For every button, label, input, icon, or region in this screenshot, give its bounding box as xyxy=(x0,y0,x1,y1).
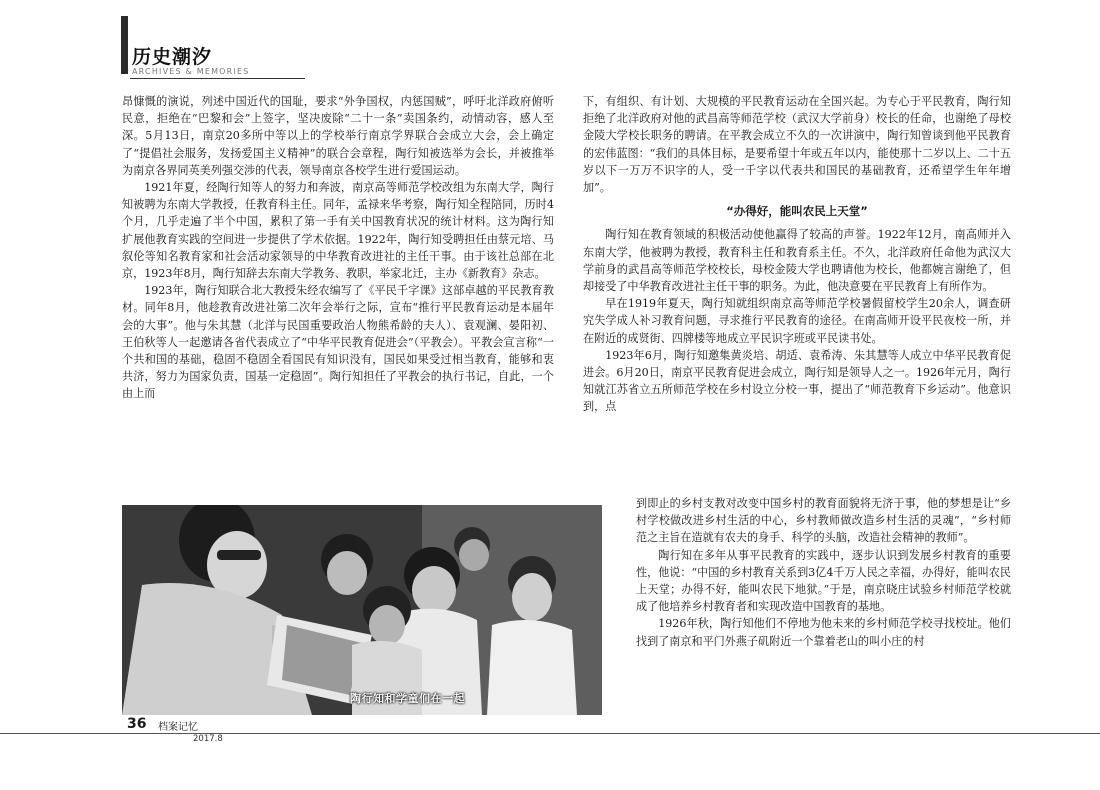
article-right-column-lower xyxy=(636,495,1011,650)
header-divider xyxy=(130,78,305,79)
section-subtitle: ARCHIVES & MEMORIES xyxy=(132,67,250,76)
paragraph: 1921年夏，经陶行知等人的努力和奔波，南京高等师范学校改组为东南大学，陶行知被聘为东南大学教授，任教育科主任。同年，孟禄来华考察，陶行知全程陪同，历时4个月，几乎走遍了半个中国，累积了第一手有关中国教育状况的统计材料。这为陶行知扩展他教育实践的空间进一步提供了学术依据。1922年，陶行知受聘担任由蔡元培、马叙伦等知名教育家和社会活动家领导的中华教育改进社的主任干事。由于该社总部在北京，1923年8月，陶行知辞去东南大学教务、教职，举家北迁，主办《新教育》杂志。 xyxy=(122,181,554,281)
issue-date: 2017.8 xyxy=(193,734,223,744)
paragraph: 下，有组织、有计划、大规模的平民教育运动在全国兴起。为专心于平民教育，陶行知拒绝了北洋政府对他的武昌高等师范学校（武汉大学前身）校长的任命，也谢绝了母校金陵大学校长职务的聘请。在平教会成立不久的一次讲演中，陶行知曾谈到他平民教育的宏伟蓝图：“我们的具体目标，是要希望十年或五年以内，能使那十二岁以上、二十五岁以下一万万不识字的人，受一千字以代表共和国民的基础教育，还希望学生年年增加”。 xyxy=(583,95,1011,195)
section-title: 历史潮汐 xyxy=(132,46,213,68)
article-left-column xyxy=(122,93,554,403)
historical-photo xyxy=(122,505,602,715)
subsection-heading: “办得好，能叫农民上天堂” xyxy=(726,204,868,219)
article-right-column xyxy=(583,93,1011,416)
page-number: 36 xyxy=(127,716,147,732)
paragraph: 陶行知在多年从事平民教育的实践中，逐步认识到发展乡村教育的重要性，他说：“中国的乡村教育关系到3亿4千万人民之幸福，办得好，能叫农民上天堂；办得不好，能叫农民下地狱。”于是，南京晓庄试验乡村师范学校就成了他培养乡村教育者和实现改造中国教育的基地。 xyxy=(636,548,1011,614)
paragraph: 1923年，陶行知联合北大教授朱经农编写了《平民千字课》这部卓越的平民教育教材。同年8月，他趁教育改进社第二次年会举行之际，宣布“推行平民教育运动是本届年会的大事”。他与朱其慧（北洋与民国重要政治人物熊希龄的夫人）、袁观澜、晏阳初、王伯秋等人一起邀请各省代表成立了“中华平民教育促进会”（平教会）。平教会宣言称“一个共和国的基础，稳固不稳固全看国民有知识没有，国民如果受过相当教育，能够和衷共济，努力为国家负责，国基一定稳固”。陶行知担任了平教会的执行书记，自此，一个由上而 xyxy=(122,284,554,401)
paragraph: 1926年秋，陶行知他们不停地为他未来的乡村师范学校寻找校址。他们找到了南京和平门外燕子矶附近一个靠着老山的叫小庄的村 xyxy=(636,617,1011,648)
paragraph: 陶行知在教育领域的积极活动使他赢得了较高的声誉。1922年12月，南高师并入东南大学，他被聘为教授，教育科主任和教育系主任。不久，北洋政府任命他为武汉大学前身的武昌高等师范学校校长，母校金陵大学也聘请他为校长，他都婉言谢绝了，但却接受了中华教育改进社主任干事的职务。为此，他决意要在平民教育上有所作为。 xyxy=(583,228,1011,294)
paragraph: 早在1919年夏天，陶行知就组织南京高等师范学校暑假留校学生20余人，调查研究失学成人补习教育问题，寻求推行平民教育的途径。在南高师开设平民夜校一所，并在附近的成贤街、四牌楼等地成立平民识字班或平民读书处。 xyxy=(583,297,1011,345)
paragraph: 到即止的乡村支教对改变中国乡村的教育面貌将无济于事，他的梦想是让“乡村学校做改进乡村生活的中心，乡村教师做改造乡村生活的灵魂”，“乡村师范之主旨在造就有农夫的身手、科学的头脑，改造社会精神的教师”。 xyxy=(636,497,1011,545)
magazine-name: 档案记忆 xyxy=(158,722,198,733)
header-accent-bar xyxy=(121,16,128,74)
paragraph: 昂慷慨的演说，列述中国近代的国耻，要求“外争国权，内惩国贼”，呼吁北洋政府俯听民意，拒绝在“巴黎和会”上签字，坚决废除“二十一条”卖国条约，动情动容，感人至深。5月13日，南京20多所中等以上的学校举行南京学界联合会成立大会，会上确定了“提倡社会服务，发扬爱国主义精神”的联合会章程，陶行知被选举为会长，并被推举为南京各界同英美列强交涉的代表，领导南京各校学生进行爱国运动。 xyxy=(122,95,554,177)
paragraph: 1923年6月，陶行知邀集黄炎培、胡适、袁希涛、朱其慧等人成立中华平民教育促进会。6月20日，南京平民教育促进会成立，陶行知是领导人之一。1926年元月，陶行知就江苏省立五所师范学校在乡村设立分校一事，提出了“师范教育下乡运动”。他意识到，点 xyxy=(583,348,1011,414)
photo-caption: 陶行知和学童们在一起 xyxy=(350,692,465,705)
footer-divider xyxy=(0,733,1100,734)
photo-illustration xyxy=(122,505,602,715)
